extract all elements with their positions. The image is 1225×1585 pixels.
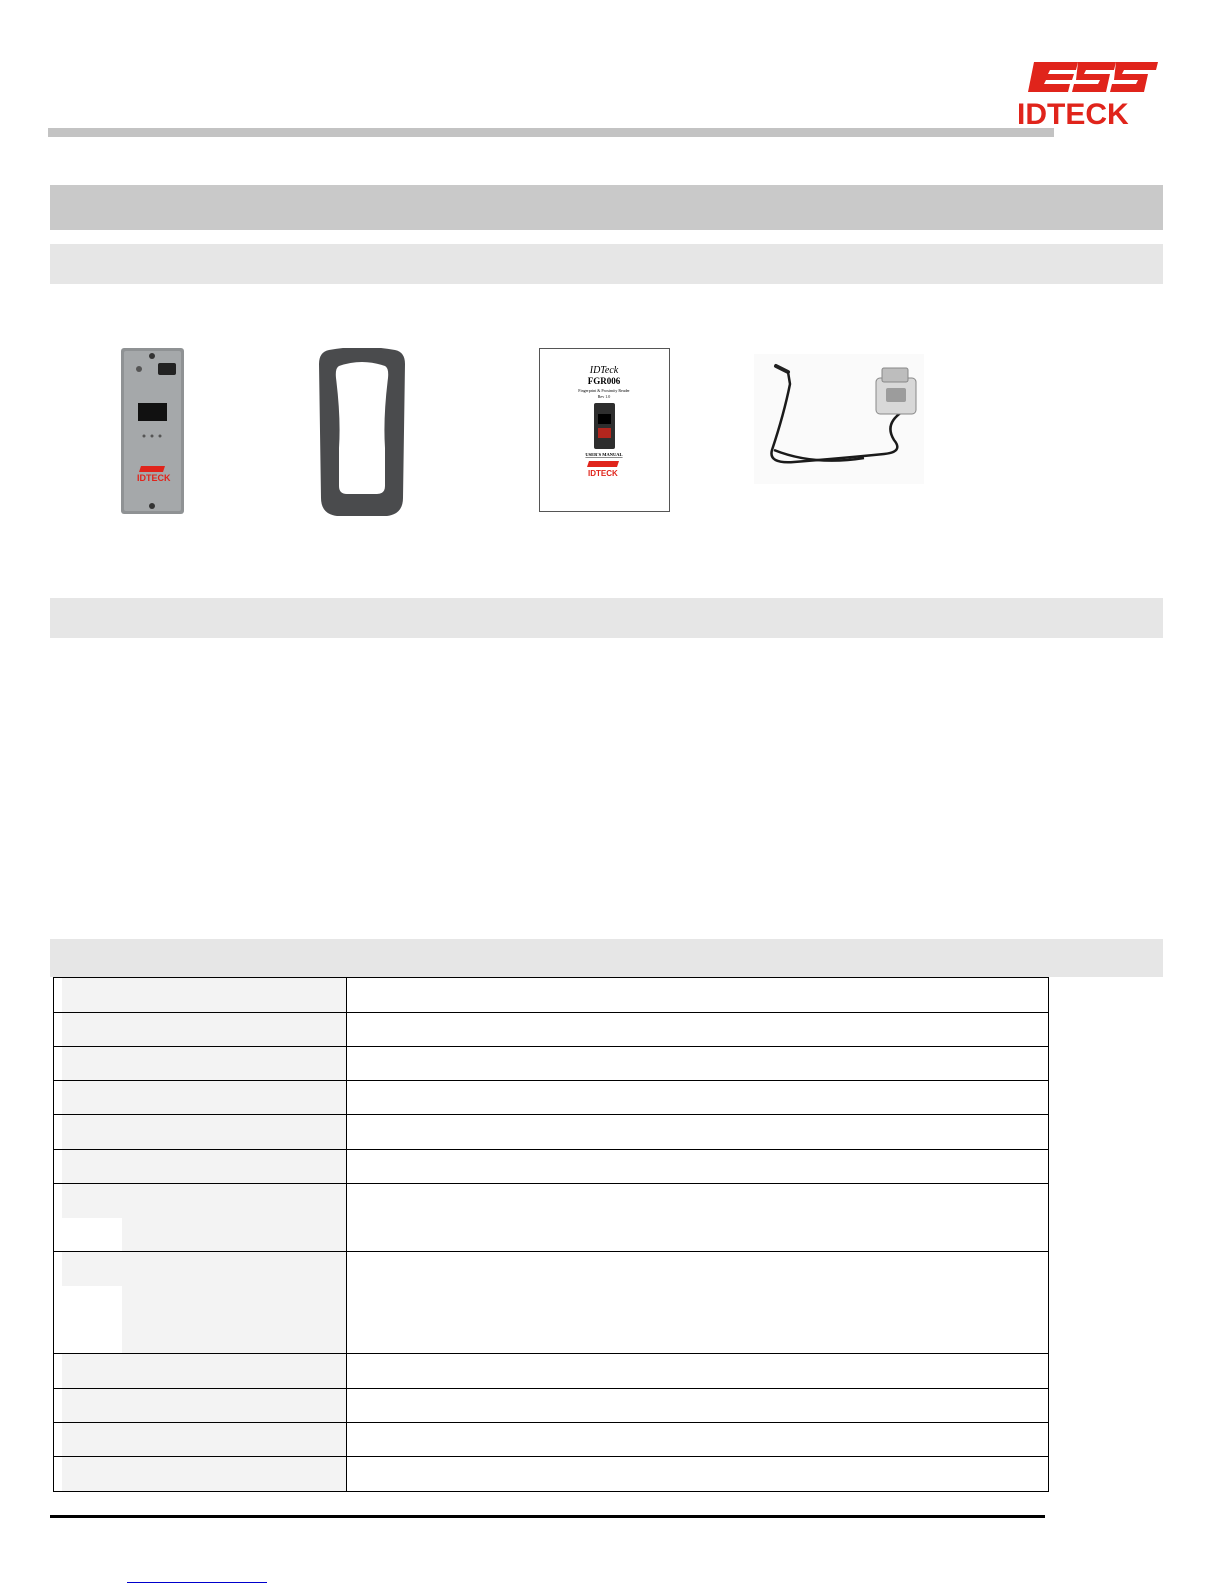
- spec-value-cell: [347, 978, 1049, 1013]
- reader-device-image: [121, 348, 184, 514]
- spec-value-cell: [347, 1184, 1049, 1252]
- spec-label-cell: [54, 1354, 347, 1389]
- spec-row: [54, 1423, 1049, 1457]
- header-divider: [48, 128, 1054, 137]
- spec-label-cell: [54, 1013, 347, 1047]
- spec-label-cell: [54, 1423, 347, 1457]
- spec-label-cell: [54, 978, 347, 1013]
- spec-value-cell: [347, 1354, 1049, 1389]
- spec-row: [54, 1389, 1049, 1423]
- manual-model: FGR006: [587, 376, 621, 386]
- spec-value-cell: [347, 1150, 1049, 1184]
- reader-logo-text: IDTECK: [137, 473, 171, 483]
- spec-label-cell: [54, 1150, 347, 1184]
- manual-logo-text: IDTECK: [588, 469, 618, 478]
- section-title-bar: [50, 185, 1163, 230]
- specifications-table: [53, 977, 1049, 1492]
- spec-label-cell: [54, 1047, 347, 1081]
- manual-version: Rev 1.0: [597, 394, 611, 399]
- spec-value-cell: [347, 1252, 1049, 1354]
- spec-row: [54, 1150, 1049, 1184]
- rs232-cable-image: [754, 354, 924, 484]
- spec-row: [54, 1013, 1049, 1047]
- spec-label-cell: [54, 1081, 347, 1115]
- spec-value-cell: [347, 1389, 1049, 1423]
- package-contents-bar: [50, 244, 1163, 284]
- spec-value-cell: [347, 1423, 1049, 1457]
- spec-row: [54, 978, 1049, 1013]
- rubber-frame-image: [319, 348, 405, 518]
- spec-label-cell: [54, 1252, 347, 1354]
- user-manual-image: [539, 348, 670, 512]
- spec-value-cell: [347, 1457, 1049, 1492]
- ness-idteck-logo: [1016, 58, 1162, 128]
- spec-row: [54, 1081, 1049, 1115]
- spec-row: [54, 1115, 1049, 1150]
- spec-value-cell: [347, 1013, 1049, 1047]
- spec-label-cell: [54, 1457, 347, 1492]
- spec-label-cell: [54, 1115, 347, 1150]
- spec-label-cell: [54, 1389, 347, 1423]
- manual-subtitle: Fingerprint & Proximity Reader: [578, 388, 630, 393]
- features-bar: [50, 598, 1163, 638]
- spec-row: [54, 1457, 1049, 1492]
- footer-link-underline[interactable]: [127, 1582, 267, 1583]
- specifications-bar: [50, 939, 1163, 977]
- spec-row: [54, 1252, 1049, 1354]
- logo-idteck-text: IDTECK: [1017, 98, 1129, 128]
- spec-row: [54, 1354, 1049, 1389]
- manual-brand: IDTeck: [589, 365, 619, 376]
- spec-row: [54, 1047, 1049, 1081]
- spec-label-cell: [54, 1184, 347, 1252]
- spec-row: [54, 1184, 1049, 1252]
- footer-divider: [50, 1515, 1045, 1518]
- spec-value-cell: [347, 1047, 1049, 1081]
- spec-value-cell: [347, 1115, 1049, 1150]
- manual-heading: USER'S MANUAL: [585, 452, 623, 457]
- spec-value-cell: [347, 1081, 1049, 1115]
